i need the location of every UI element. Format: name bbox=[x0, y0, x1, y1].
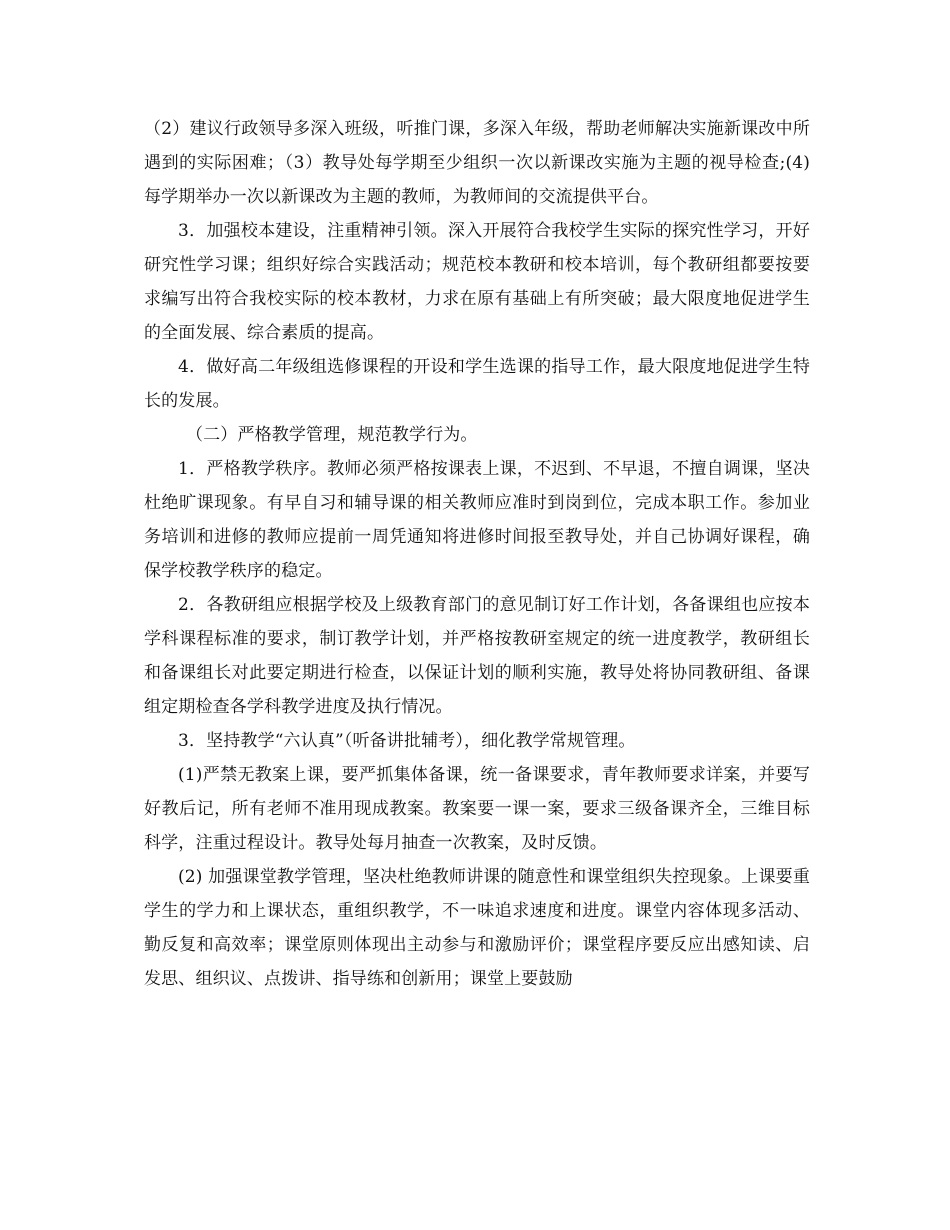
paragraph-elective-course-guidance: 4．做好高二年级组选修课程的开设和学生选课的指导工作，最大限度地促进学生特长的发展。 bbox=[144, 357, 810, 411]
paragraph-school-based-construction: 3．加强校本建设，注重精神引领。深入开展符合我校学生实际的探究性学习，开好研究性学习课；组织好综合实践活动；规范校本教研和校本培训，每个教研组都要按要求编写出符合我校实际的校本教材，力求在原有基础上有所突破；最大限度地促进学生的全面发展、综合素质的提高。 bbox=[144, 221, 810, 343]
paragraph-teaching-plan: 2．各教研组应根据学校及上级教育部门的意见制订好工作计划，各备课组也应按本学科课程标准的要求，制订教学计划，并严格按教研室规定的统一进度教学，教研组长和备课组长对此要定期进行检查，以保证计划的顺利实施，教导处将协同教研组、备课组定期检查各学科教学进度及执行情况。 bbox=[144, 595, 810, 717]
section-heading-teaching-management: （二）严格教学管理，规范教学行为。 bbox=[186, 425, 478, 445]
paragraph-six-conscientious: 3．坚持教学“六认真”（听备讲批辅考），细化教学常规管理。 bbox=[178, 731, 636, 751]
paragraph-admin-suggestions: （2）建议行政领导多深入班级，听推门课，多深入年级，帮助老师解决实施新课改中所遇到的实际困难；（3）教导处每学期至少组织一次以新课改实施为主题的视导检查;(4)每学期举办一次以新课改为主题的教师，为教师间的交流提供平台。 bbox=[144, 119, 810, 207]
paragraph-teaching-order: 1．严格教学秩序。教师必须严格按课表上课，不迟到、不早退，不擅自调课，坚决杜绝旷课现象。有早自习和辅导课的相关教师应准时到岗到位，完成本职工作。参加业务培训和进修的教师应提前一周凭通知将进修时间报至教导处，并自己协调好课程，确保学校教学秩序的稳定。 bbox=[144, 459, 810, 581]
paragraph-lesson-plans: (1)严禁无教案上课，要严抓集体备课，统一备课要求，青年教师要求详案，并要写好教后记，所有老师不准用现成教案。教案要一课一案，要求三级备课齐全，三维目标科学，注重过程设计。教导处每月抽查一次教案，及时反馈。 bbox=[144, 765, 810, 853]
paragraph-classroom-management: (2) 加强课堂教学管理，坚决杜绝教师讲课的随意性和课堂组织失控现象。上课要重学生的学力和上课状态，重组织教学，不一味追求速度和进度。课堂内容体现多活动、勤反复和高效率；课堂原则体现出主动参与和激励评价；课堂程序要反应出感知读、启发思、组织议、点拨讲、指导练和创新用；课堂上要鼓励 bbox=[144, 867, 810, 989]
document-body bbox=[144, 112, 810, 996]
